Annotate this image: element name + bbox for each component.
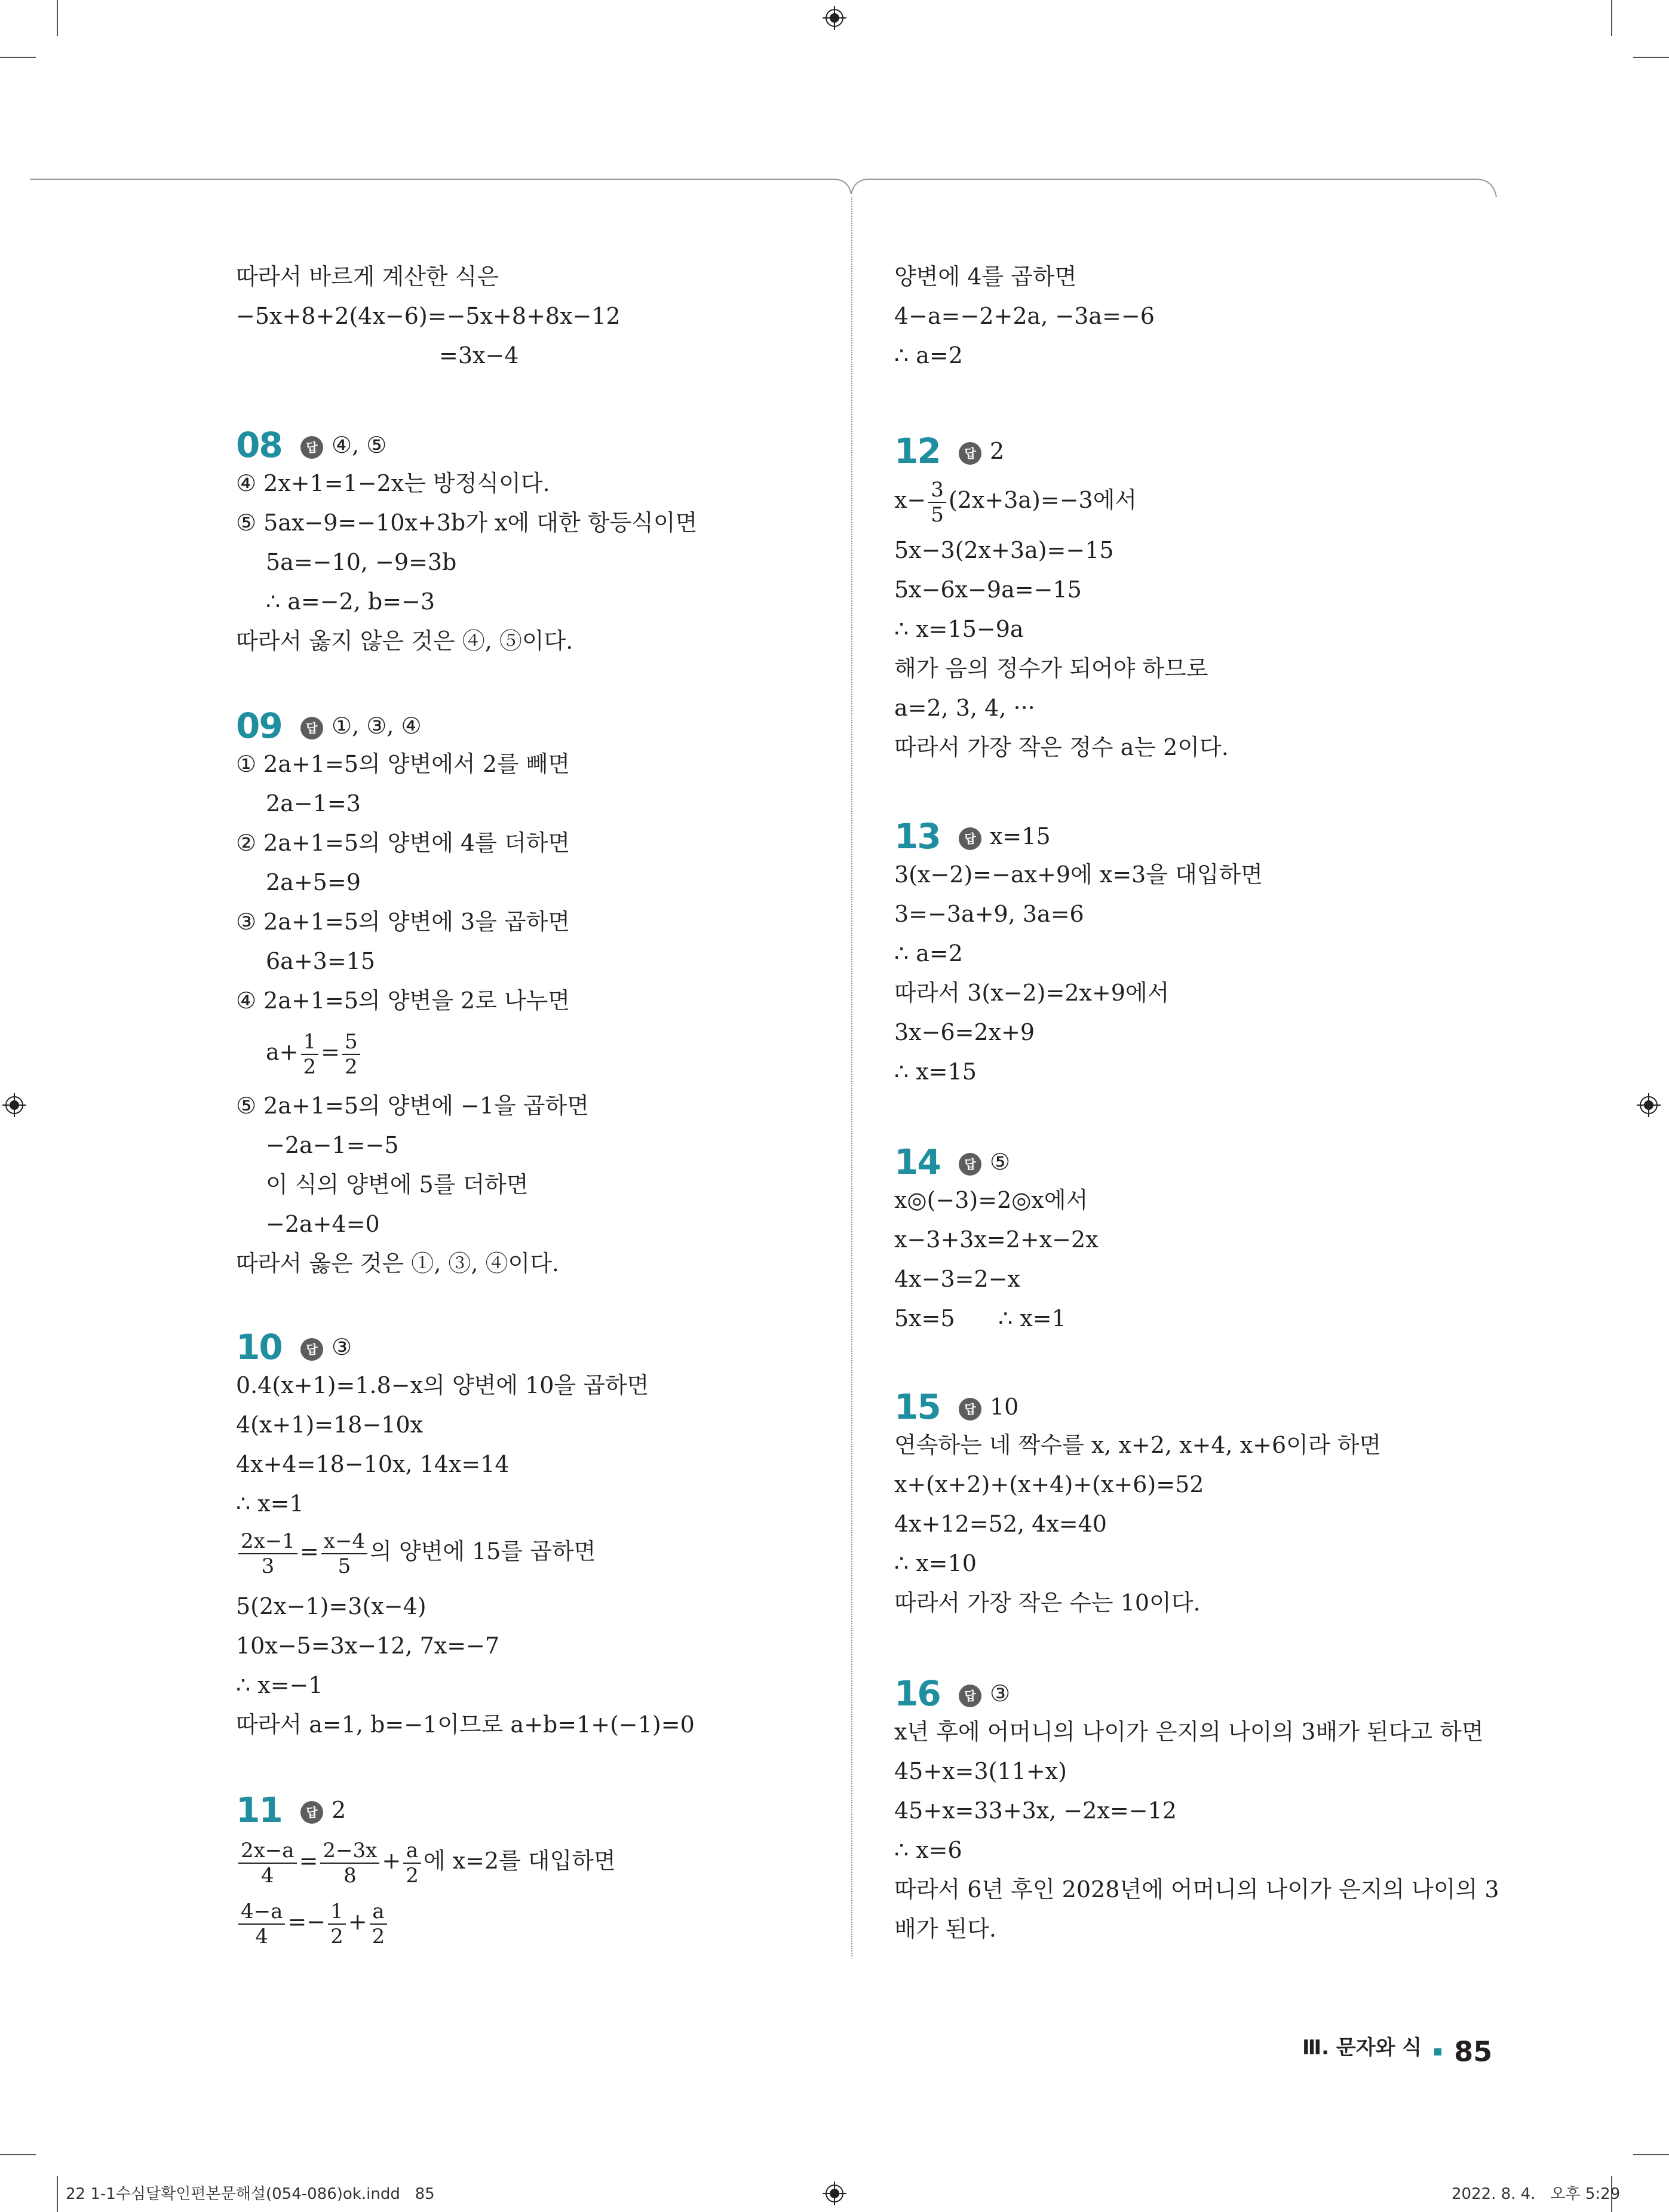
answer: 답 x=15 (959, 815, 1051, 857)
crop-mark (1633, 57, 1669, 58)
text-line: 5x−6x−9a=−15 (894, 576, 1082, 603)
text-line: =3x−4 (439, 342, 519, 369)
problem-number: 16 (894, 1673, 940, 1714)
fraction-line: $\frac{4-a}{4}$ =− $\frac{1}{2}$ + $\frac{a}{2}$ (236, 1895, 389, 1949)
text-line: 45+x=3(11+x) (894, 1758, 1067, 1784)
answer: 답 ③ (300, 1326, 352, 1368)
text-line: 5(2x−1)=3(x−4) (236, 1593, 427, 1619)
text-line: ⑤ 5ax−9=−10x+3b가 x에 대한 항등식이면 (236, 510, 698, 536)
answer: 답 ④, ⑤ (300, 424, 386, 466)
answer: 답 ⑤ (959, 1141, 1010, 1183)
answer-badge: 답 (959, 1398, 981, 1421)
text-line: ⑤ 2a+1=5의 양변에 −1을 곱하면 (236, 1093, 589, 1119)
text-line: 연속하는 네 짝수를 x, x+2, x+4, x+6이라 하면 (894, 1432, 1382, 1458)
text-line: ∴ a=2 (894, 940, 963, 967)
answer: 답 10 (959, 1386, 1018, 1428)
column-divider (851, 197, 852, 1956)
answer-badge: 답 (300, 436, 323, 459)
crop-mark (0, 2154, 36, 2155)
answer-badge: 답 (959, 442, 981, 465)
text-line: ∴ a=2 (894, 342, 963, 369)
text-line: x+(x+2)+(x+4)+(x+6)=52 (894, 1471, 1204, 1498)
text-line: 따라서 옳지 않은 것은 ④, ⑤이다. (236, 628, 573, 654)
text-line: 따라서 a=1, b=−1이므로 a+b=1+(−1)=0 (236, 1711, 695, 1738)
crop-mark (1633, 2154, 1669, 2155)
answer: 답 2 (300, 1789, 346, 1831)
answer-badge: 답 (959, 1685, 981, 1707)
text-line: 따라서 옳은 것은 ①, ③, ④이다. (236, 1250, 560, 1277)
answer: 답 ③ (959, 1673, 1010, 1714)
text-line: 10x−5=3x−12, 7x=−7 (236, 1633, 500, 1659)
text-line: ② 2a+1=5의 양변에 4를 더하면 (236, 830, 570, 856)
text-line: 5x−3(2x+3a)=−15 (894, 537, 1114, 563)
text-line: 따라서 가장 작은 수는 10이다. (894, 1590, 1201, 1616)
problem-number: 08 (236, 425, 282, 465)
text-line: 6a+3=15 (266, 948, 376, 974)
answer: 답 2 (959, 430, 1004, 472)
text-line: 3=−3a+9, 3a=6 (894, 901, 1084, 927)
crop-mark (57, 2176, 58, 2212)
crop-mark (0, 57, 36, 58)
text-line: 4−a=−2+2a, −3a=−6 (894, 303, 1155, 329)
text-line: 따라서 바르게 계산한 식은 (236, 263, 499, 290)
problem-number: 13 (894, 816, 940, 857)
text-line: 2a+5=9 (266, 869, 361, 895)
text-line: 3(x−2)=−ax+9에 x=3을 대입하면 (894, 861, 1263, 888)
text-line: −5x+8+2(4x−6)=−5x+8+8x−12 (236, 303, 621, 329)
answer-badge: 답 (959, 827, 981, 850)
registration-mark-icon (2, 1093, 26, 1117)
text-line: ④ 2x+1=1−2x는 방정식이다. (236, 470, 550, 496)
chapter-label: Ⅲ. 문자와 식 85 (1302, 2035, 1493, 2068)
fraction-line: $\frac{2x-1}{3}$ = $\frac{x-4}{5}$ 의 양변에 15를 곱하면 (236, 1524, 596, 1578)
problem-number: 10 (236, 1327, 282, 1367)
answer: 답 ①, ③, ④ (300, 705, 422, 747)
page-number: 85 (1454, 2035, 1493, 2068)
text-line: ④ 2a+1=5의 양변을 2로 나누면 (236, 987, 570, 1014)
text-line: 0.4(x+1)=1.8−x의 양변에 10을 곱하면 (236, 1372, 649, 1398)
text-line: ∴ x=1 (236, 1490, 304, 1517)
crop-mark (1611, 0, 1612, 36)
text-line: −2a+4=0 (266, 1211, 380, 1237)
answer-badge: 답 (300, 717, 323, 740)
text-line: 따라서 가장 작은 정수 a는 2이다. (894, 734, 1229, 760)
text-line: 4x+4=18−10x, 14x=14 (236, 1451, 510, 1477)
bullet-icon (1434, 2048, 1441, 2055)
answer-badge: 답 (959, 1153, 981, 1176)
text-line: ③ 2a+1=5의 양변에 3을 곱하면 (236, 909, 570, 935)
answer-badge: 답 (300, 1801, 323, 1824)
answer-badge: 답 (300, 1338, 323, 1361)
text-line: 양변에 4를 곱하면 (894, 263, 1077, 290)
text-line: ∴ x=15 (894, 1059, 977, 1085)
problem-number: 09 (236, 705, 282, 746)
text-line: x−3+3x=2+x−2x (894, 1226, 1099, 1253)
text-line: ∴ x=15−9a (894, 616, 1024, 642)
text-line: a=2, 3, 4, ··· (894, 695, 1035, 721)
text-line: 이 식의 양변에 5를 더하면 (266, 1171, 529, 1198)
text-line: −2a−1=−5 (266, 1132, 399, 1158)
text-line: 4(x+1)=18−10x (236, 1412, 424, 1438)
registration-mark-icon (823, 2182, 846, 2205)
text-line: 따라서 6년 후인 2028년에 어머니의 나이가 은지의 나이의 3 (894, 1876, 1499, 1903)
print-date: 2022. 8. 4. 오후 5:29 (1452, 2185, 1621, 2203)
text-line: x◎(−3)=2◎x에서 (894, 1187, 1088, 1213)
fraction-line: x− $\frac{3}{5}$ (2x+3a)=−3에서 (894, 477, 1137, 527)
text-line: ∴ x=−1 (236, 1672, 323, 1698)
text-line: ∴ x=10 (894, 1550, 977, 1576)
text-line: 4x−3=2−x (894, 1266, 1020, 1292)
fraction-line: a+ $\frac{1}{2}$ = $\frac{5}{2}$ (266, 1025, 363, 1079)
problem-number: 15 (894, 1386, 940, 1427)
text-line: 3x−6=2x+9 (894, 1019, 1035, 1045)
text-line: 따라서 3(x−2)=2x+9에서 (894, 980, 1170, 1006)
registration-mark-icon (823, 6, 846, 30)
text-line: 4x+12=52, 4x=40 (894, 1511, 1107, 1537)
crop-mark (57, 0, 58, 36)
text-line: 2a−1=3 (266, 790, 361, 817)
text-line: 배가 된다. (894, 1916, 996, 1942)
text-line: 45+x=33+3x, −2x=−12 (894, 1797, 1177, 1824)
problem-number: 14 (894, 1142, 940, 1182)
header-rule (0, 173, 1669, 221)
text-line: ∴ a=−2, b=−3 (266, 588, 435, 615)
text-line: x년 후에 어머니의 나이가 은지의 나이의 3배가 된다고 하면 (894, 1719, 1484, 1745)
registration-mark-icon (1637, 1093, 1661, 1117)
file-info: 22 1-1수심달확인편본문해설(054-086)ok.indd 85 (66, 2185, 435, 2203)
fraction-line: $\frac{2x-a}{4}$ = $\frac{2-3x}{8}$ + $\frac{a}{2}$ 에 x=2를 대입하면 (236, 1834, 616, 1888)
text-line: ① 2a+1=5의 양변에서 2를 빼면 (236, 751, 570, 777)
text-line: ∴ x=6 (894, 1837, 962, 1863)
text-line: 해가 음의 정수가 되어야 하므로 (894, 655, 1208, 682)
problem-number: 12 (894, 431, 940, 471)
problem-number: 11 (236, 1790, 282, 1830)
text-line: 5a=−10, −9=3b (266, 549, 457, 575)
text-line: 5x=5 ∴ x=1 (894, 1305, 1066, 1332)
